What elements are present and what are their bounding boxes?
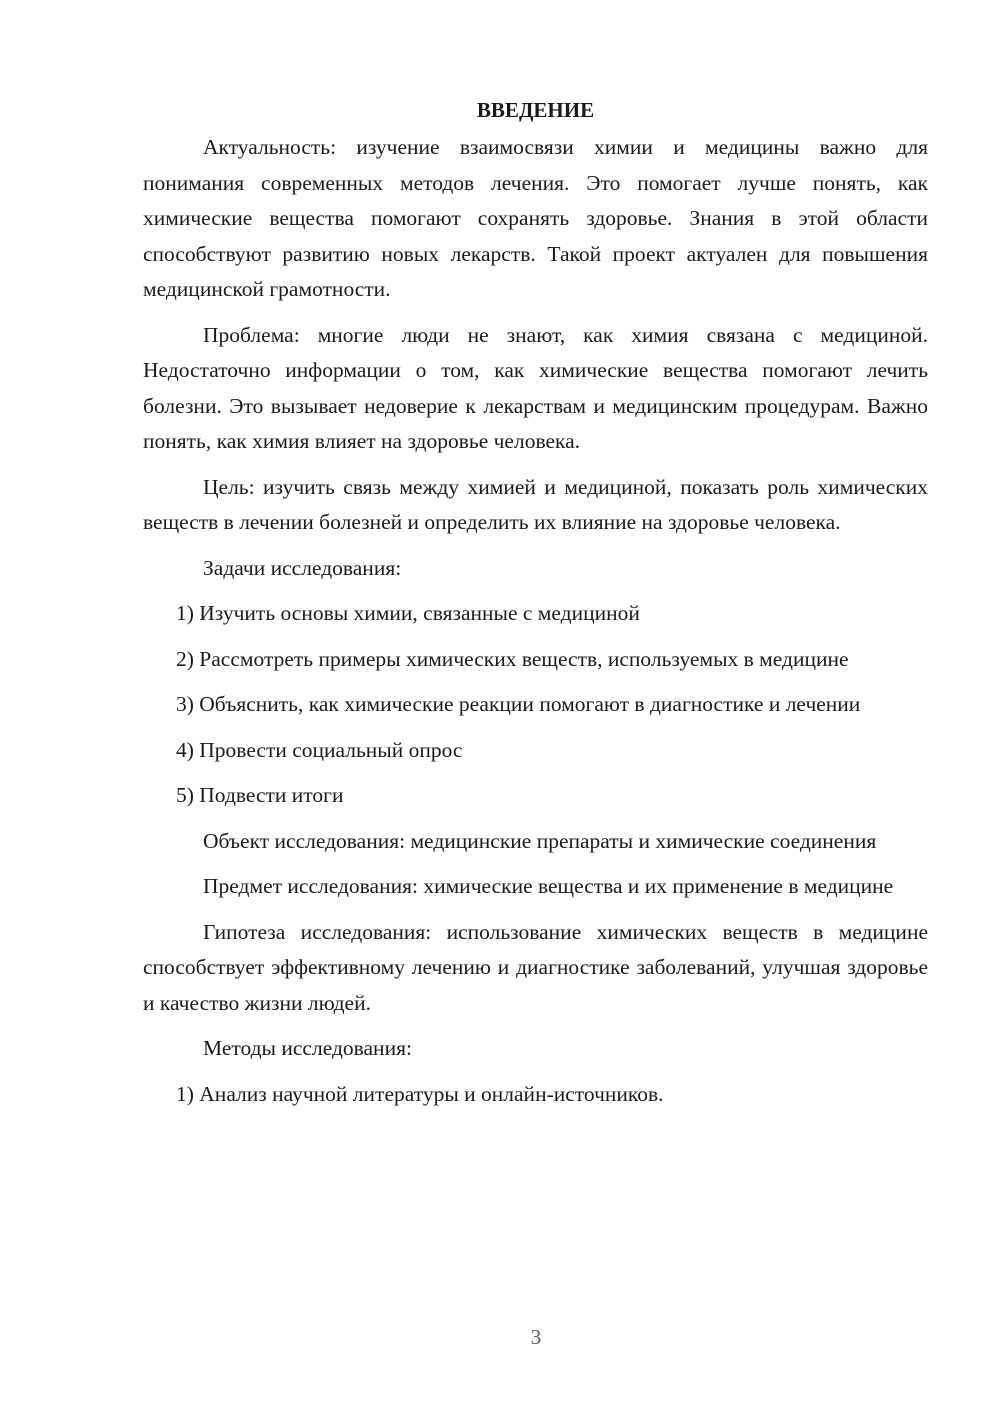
document-page xyxy=(143,92,928,1122)
methods-heading: Методы исследования: xyxy=(203,1036,412,1060)
method-item: 1) Анализ научной литературы и онлайн-источников. xyxy=(176,1081,664,1106)
problem-paragraph: Проблема: многие люди не знают, как химия связана с медициной. Недостаточно информации о том, как химические вещества помогают лечить болезни. Это вызывает недоверие к лекарствам и медицинским процедурам. Важно понять, как химия влияет на здоровье человека. xyxy=(143,322,928,453)
hypothesis-paragraph: Гипотеза исследования: использование химических веществ в медицине способствует эффективному лечению и диагностике заболеваний, улучшая здоровье и качество жизни людей. xyxy=(143,919,928,1015)
task-item: 1) Изучить основы химии, связанные с медициной xyxy=(176,601,640,625)
tasks-heading: Задачи исследования: xyxy=(203,555,402,580)
page-number: 3 xyxy=(530,1325,542,1349)
object-paragraph: Объект исследования: медицинские препараты и химические соединения xyxy=(203,828,877,853)
relevance-paragraph: Актуальность: изучение взаимосвязи химии и медицины важно для понимания современных методов лечения. Это помогает лучше понять, как химические вещества помогают сохранять здоровье. Знания в этой области способствуют развитию новых лекарств. Такой проект актуален для повышения медицинской грамотности. xyxy=(143,135,928,301)
goal-paragraph: Цель: изучить связь между химией и медициной, показать роль химических веществ в лечении болезней и определить их влияние на здоровье человека. xyxy=(143,474,928,534)
task-item: 2) Рассмотреть примеры химических веществ, используемых в медицине xyxy=(176,646,849,671)
task-item: 5) Подвести итоги xyxy=(176,783,344,807)
subject-paragraph: Предмет исследования: химические вещества и их применение в медицине xyxy=(203,874,894,898)
section-title: ВВЕДЕНИЕ xyxy=(476,98,595,122)
task-item: 4) Провести социальный опрос xyxy=(176,737,463,762)
task-item: 3) Объяснить, как химические реакции помогают в диагностике и лечении xyxy=(176,692,861,716)
